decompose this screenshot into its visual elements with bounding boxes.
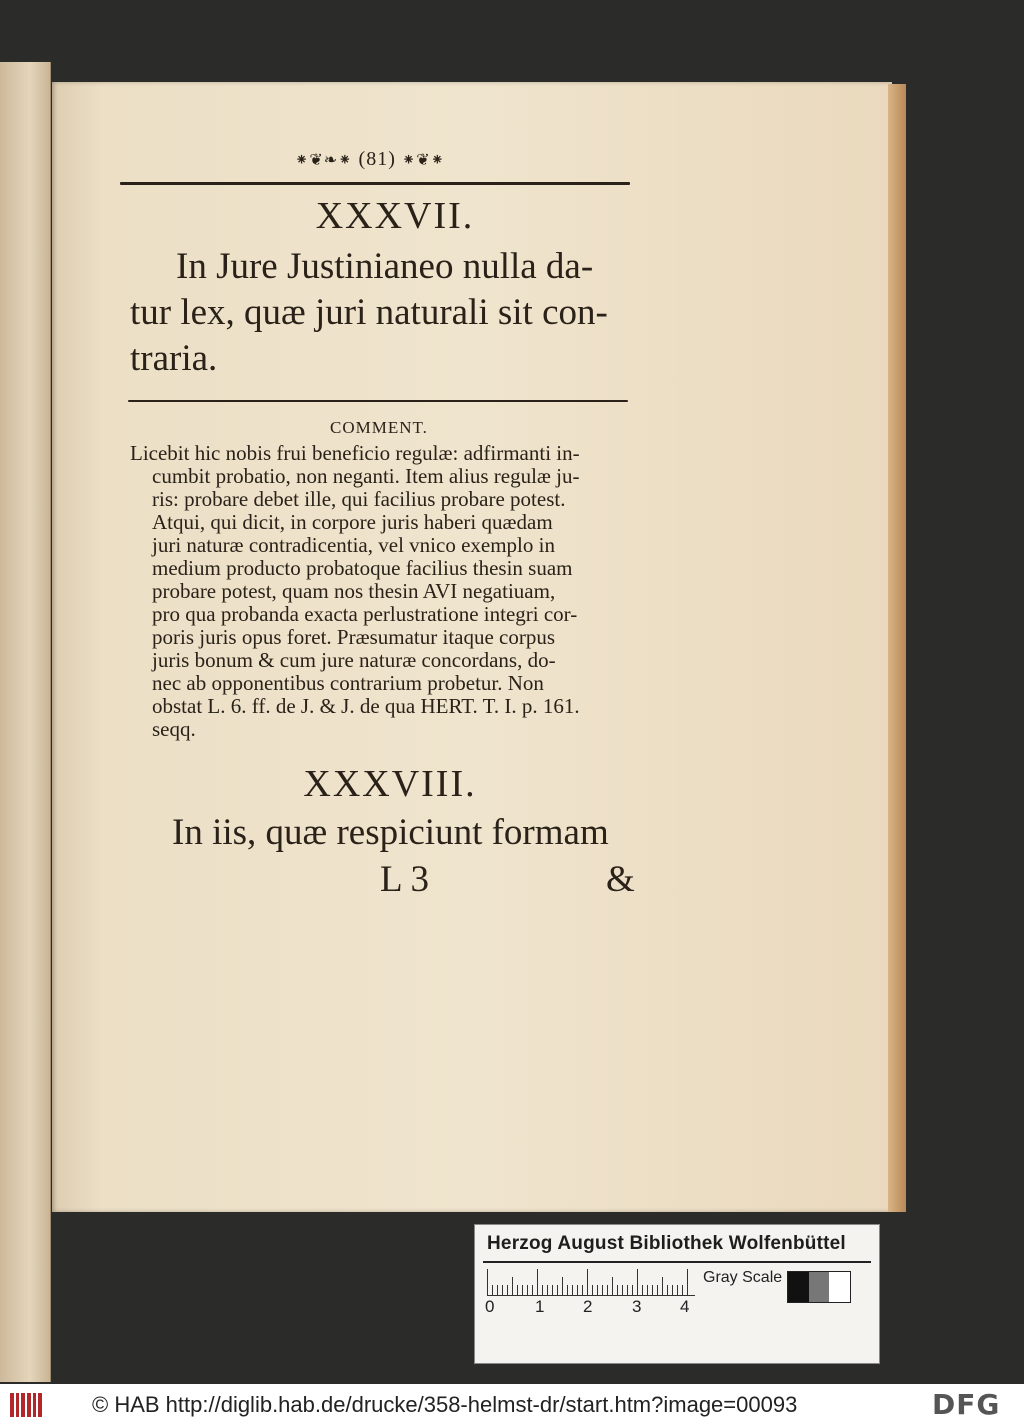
page-fore-edge [888, 84, 906, 1212]
comment-line: medium producto probatoque facilius thesin suam [152, 556, 573, 580]
ruler-tick [657, 1285, 658, 1295]
footer-bar [0, 1384, 1024, 1425]
ruler-tick [647, 1285, 648, 1295]
ruler-tick [602, 1285, 603, 1295]
facing-page-edge [0, 62, 51, 1382]
comment-line: cumbit probatio, non neganti. Item alius regulæ ju- [152, 464, 580, 488]
ruler-label: 2 [583, 1297, 593, 1316]
ruler-tick [652, 1285, 653, 1295]
gray-swatch-white [829, 1272, 850, 1302]
ruler-tick [592, 1285, 593, 1295]
ruler-tick [587, 1269, 588, 1295]
ruler-label: 1 [535, 1297, 545, 1316]
gray-swatch-black [788, 1272, 809, 1302]
section-number-37: XXXVII. [315, 195, 475, 237]
section-rule [128, 400, 628, 402]
comment-line: Atqui, qui dicit, in corpore juris haberi quædam [152, 510, 553, 534]
gray-scale-swatch [787, 1271, 851, 1303]
library-color-card [474, 1224, 880, 1364]
ornament-left: ⁕❦❧⁕ [294, 150, 353, 169]
ruler-tick [677, 1285, 678, 1295]
ruler-tick [597, 1285, 598, 1295]
card-rule [483, 1261, 871, 1263]
ruler-tick [607, 1285, 608, 1295]
library-name: Herzog August Bibliothek Wolfenbüttel [487, 1233, 846, 1254]
ruler-tick [622, 1285, 623, 1295]
ruler-tick [502, 1285, 503, 1295]
ruler-tick [542, 1285, 543, 1295]
ruler-tick [687, 1269, 688, 1295]
ornament-right: ⁕❦⁕ [401, 150, 446, 169]
comment-label: COMMENT. [330, 418, 428, 437]
ruler-tick [552, 1285, 553, 1295]
signature-mark: L 3 [380, 859, 429, 900]
dfg-logo: DFG [932, 1388, 1001, 1421]
ruler-tick [532, 1285, 533, 1295]
ruler-tick [522, 1285, 523, 1295]
comment-line: juri naturæ contradicentia, vel vnico exemplo in [152, 533, 555, 557]
comment-line: seqq. [152, 717, 196, 741]
catchword: & [606, 859, 635, 900]
ruler-tick [572, 1285, 573, 1295]
ruler-tick [517, 1285, 518, 1295]
section-heading-line-1: In Jure Justinianeo nulla da- [176, 246, 594, 287]
comment-line: nec ab opponentibus contrarium probetur. Non [152, 671, 544, 695]
ruler-tick [617, 1285, 618, 1295]
gray-scale-label: Gray Scale [703, 1269, 783, 1286]
section-heading-line-3: traria. [130, 338, 218, 379]
ruler-tick [672, 1285, 673, 1295]
ruler-label: 4 [680, 1297, 690, 1316]
comment-line: juris bonum & cum jure naturæ concordans, do- [152, 648, 556, 672]
ruler-label: 0 [485, 1297, 495, 1316]
ruler-tick [612, 1277, 613, 1295]
ruler-tick [557, 1285, 558, 1295]
page-header [240, 148, 500, 171]
footer-copyright-link[interactable]: © HAB http://diglib.hab.de/drucke/358-helmst-dr/start.htm?image=00093 [92, 1392, 798, 1417]
ruler-tick [577, 1285, 578, 1295]
ruler-tick [667, 1285, 668, 1295]
ruler-tick [632, 1285, 633, 1295]
ruler-tick [492, 1285, 493, 1295]
header-rule [120, 182, 630, 185]
comment-line: obstat L. 6. ff. de J. & J. de qua HERT. T. I. p. 161. [152, 694, 580, 718]
ruler-tick [487, 1269, 488, 1295]
ruler-tick [507, 1285, 508, 1295]
section-number-38: XXXVIII. [303, 763, 477, 805]
ruler-tick [537, 1269, 538, 1295]
hab-logo-icon [10, 1393, 42, 1417]
comment-line: poris juris opus foret. Præsumatur itaque corpus [152, 625, 556, 649]
ruler-tick [682, 1285, 683, 1295]
ruler-tick [497, 1285, 498, 1295]
ruler-tick [567, 1285, 568, 1295]
comment-line: ris: probare debet ille, qui facilius probare potest. [152, 487, 566, 511]
ruler-tick [662, 1277, 663, 1295]
section-38-heading: In iis, quæ respiciunt formam [172, 812, 609, 853]
page-number: (81) [358, 148, 396, 170]
ruler-tick [527, 1285, 528, 1295]
gray-swatch-mid [809, 1272, 830, 1302]
comment-line: pro qua probanda exacta perlustratione integri cor- [152, 602, 578, 626]
ruler-tick [637, 1269, 638, 1295]
section-heading-line-2: tur lex, quæ juri naturali sit con- [130, 292, 608, 333]
comment-body [130, 442, 640, 741]
measurement-ruler [487, 1267, 695, 1296]
comment-line: probare potest, quam nos thesin AVI negatiuam, [152, 579, 556, 603]
ruler-tick [512, 1277, 513, 1295]
ruler-tick [642, 1285, 643, 1295]
ruler-tick [627, 1285, 628, 1295]
ruler-tick [547, 1285, 548, 1295]
ruler-label: 3 [632, 1297, 642, 1316]
comment-line: Licebit hic nobis frui beneficio regulæ: adfirmanti in- [130, 441, 580, 465]
ruler-tick [582, 1285, 583, 1295]
ruler-tick [562, 1277, 563, 1295]
